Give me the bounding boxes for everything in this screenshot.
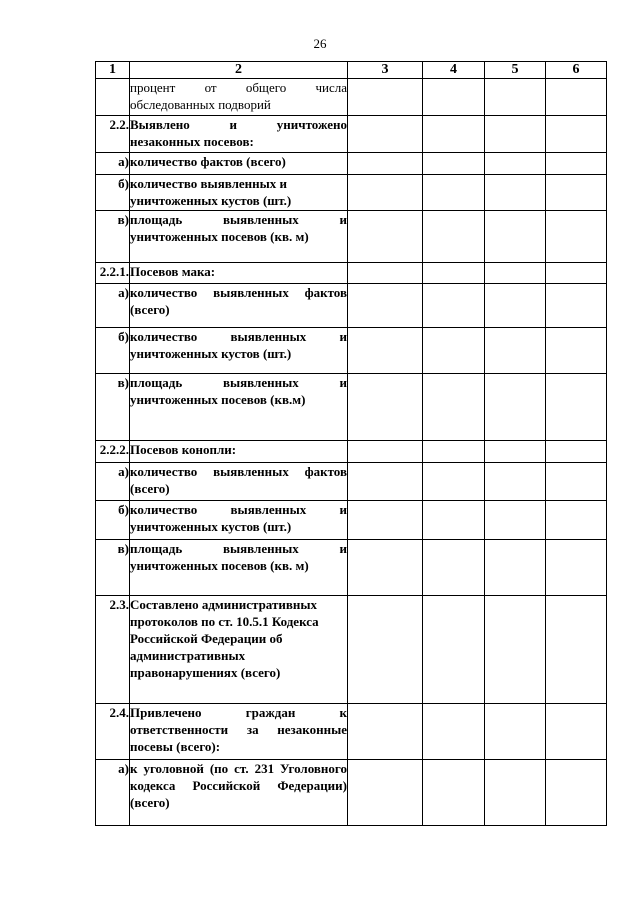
value-cell	[423, 540, 485, 596]
value-cell	[423, 441, 485, 463]
row-number: в)	[96, 211, 130, 263]
value-cell	[348, 441, 423, 463]
value-cell	[348, 116, 423, 153]
value-cell	[423, 284, 485, 328]
value-cell	[546, 328, 607, 374]
value-cell	[546, 540, 607, 596]
value-cell	[348, 263, 423, 284]
value-cell	[485, 540, 546, 596]
header-row	[96, 62, 607, 79]
table-row	[96, 284, 607, 328]
value-cell	[485, 328, 546, 374]
table-row	[96, 175, 607, 211]
row-description: количество выявленных и уничтоженных кустов (шт.)	[130, 328, 348, 374]
value-cell	[546, 441, 607, 463]
value-cell	[546, 704, 607, 760]
row-description: процент от общего числа обследованных подворий	[130, 79, 348, 116]
header-col-6: 6	[546, 62, 607, 79]
value-cell	[423, 760, 485, 826]
value-cell	[485, 211, 546, 263]
value-cell	[546, 501, 607, 540]
row-description: Составлено административных протоколов по ст. 10.5.1 Кодекса Российской Федерации об административных правонарушениях (всего)	[130, 596, 348, 704]
row-description: Посевов конопли:	[130, 441, 348, 463]
row-number	[96, 79, 130, 116]
row-number: 2.2.	[96, 116, 130, 153]
value-cell	[546, 463, 607, 501]
row-description: Выявлено и уничтожено незаконных посевов:	[130, 116, 348, 153]
value-cell	[485, 463, 546, 501]
value-cell	[485, 284, 546, 328]
header-col-4: 4	[423, 62, 485, 79]
row-description: количество выявленных и уничтоженных кустов (шт.)	[130, 501, 348, 540]
row-description: к уголовной (по ст. 231 Уголовного кодекса Российской Федерации) (всего)	[130, 760, 348, 826]
table-row	[96, 79, 607, 116]
value-cell	[485, 704, 546, 760]
table-row	[96, 374, 607, 441]
table-row	[96, 441, 607, 463]
row-description: количество выявленных и уничтоженных кустов (шт.)	[130, 175, 348, 211]
row-description: Привлечено граждан к ответственности за незаконные посевы (всего):	[130, 704, 348, 760]
value-cell	[348, 463, 423, 501]
row-number: а)	[96, 760, 130, 826]
value-cell	[423, 175, 485, 211]
value-cell	[348, 328, 423, 374]
value-cell	[546, 211, 607, 263]
value-cell	[546, 263, 607, 284]
row-number: а)	[96, 284, 130, 328]
value-cell	[348, 501, 423, 540]
value-cell	[546, 153, 607, 175]
value-cell	[348, 175, 423, 211]
value-cell	[348, 704, 423, 760]
value-cell	[423, 211, 485, 263]
value-cell	[423, 501, 485, 540]
value-cell	[485, 116, 546, 153]
value-cell	[423, 328, 485, 374]
header-col-3: 3	[348, 62, 423, 79]
table-row	[96, 263, 607, 284]
row-number: в)	[96, 374, 130, 441]
value-cell	[485, 760, 546, 826]
row-number: б)	[96, 328, 130, 374]
value-cell	[546, 79, 607, 116]
value-cell	[423, 153, 485, 175]
value-cell	[423, 116, 485, 153]
table-row	[96, 116, 607, 153]
value-cell	[546, 116, 607, 153]
row-number: 2.2.2.	[96, 441, 130, 463]
row-number: б)	[96, 501, 130, 540]
value-cell	[423, 704, 485, 760]
row-description: Посевов мака:	[130, 263, 348, 284]
table-row	[96, 760, 607, 826]
value-cell	[423, 79, 485, 116]
table-row	[96, 211, 607, 263]
row-description: количество выявленных фактов (всего)	[130, 463, 348, 501]
table-row	[96, 328, 607, 374]
row-description: количество фактов (всего)	[130, 153, 348, 175]
value-cell	[348, 596, 423, 704]
value-cell	[485, 374, 546, 441]
header-col-1: 1	[96, 62, 130, 79]
page-number: 26	[313, 36, 327, 51]
report-table	[95, 61, 607, 826]
row-number: в)	[96, 540, 130, 596]
value-cell	[485, 153, 546, 175]
value-cell	[546, 374, 607, 441]
value-cell	[546, 596, 607, 704]
header-col-5: 5	[485, 62, 546, 79]
value-cell	[348, 211, 423, 263]
row-description: площадь выявленных и уничтоженных посевов (кв. м)	[130, 211, 348, 263]
row-number: б)	[96, 175, 130, 211]
table-row	[96, 153, 607, 175]
value-cell	[348, 153, 423, 175]
value-cell	[546, 175, 607, 211]
header-col-2: 2	[130, 62, 348, 79]
value-cell	[485, 175, 546, 211]
value-cell	[423, 263, 485, 284]
value-cell	[348, 284, 423, 328]
table-row	[96, 596, 607, 704]
value-cell	[485, 263, 546, 284]
row-number: а)	[96, 153, 130, 175]
table-row	[96, 501, 607, 540]
row-number: а)	[96, 463, 130, 501]
value-cell	[348, 540, 423, 596]
value-cell	[423, 463, 485, 501]
row-description: площадь выявленных и уничтоженных посевов (кв.м)	[130, 374, 348, 441]
value-cell	[546, 760, 607, 826]
value-cell	[348, 79, 423, 116]
value-cell	[348, 760, 423, 826]
value-cell	[423, 374, 485, 441]
value-cell	[485, 501, 546, 540]
value-cell	[348, 374, 423, 441]
table-row	[96, 704, 607, 760]
row-number: 2.4.	[96, 704, 130, 760]
row-number: 2.2.1.	[96, 263, 130, 284]
value-cell	[546, 284, 607, 328]
row-description: количество выявленных фактов (всего)	[130, 284, 348, 328]
row-description: площадь выявленных и уничтоженных посевов (кв. м)	[130, 540, 348, 596]
value-cell	[485, 79, 546, 116]
table-row	[96, 540, 607, 596]
row-number: 2.3.	[96, 596, 130, 704]
value-cell	[423, 596, 485, 704]
value-cell	[485, 596, 546, 704]
value-cell	[485, 441, 546, 463]
table-row	[96, 463, 607, 501]
